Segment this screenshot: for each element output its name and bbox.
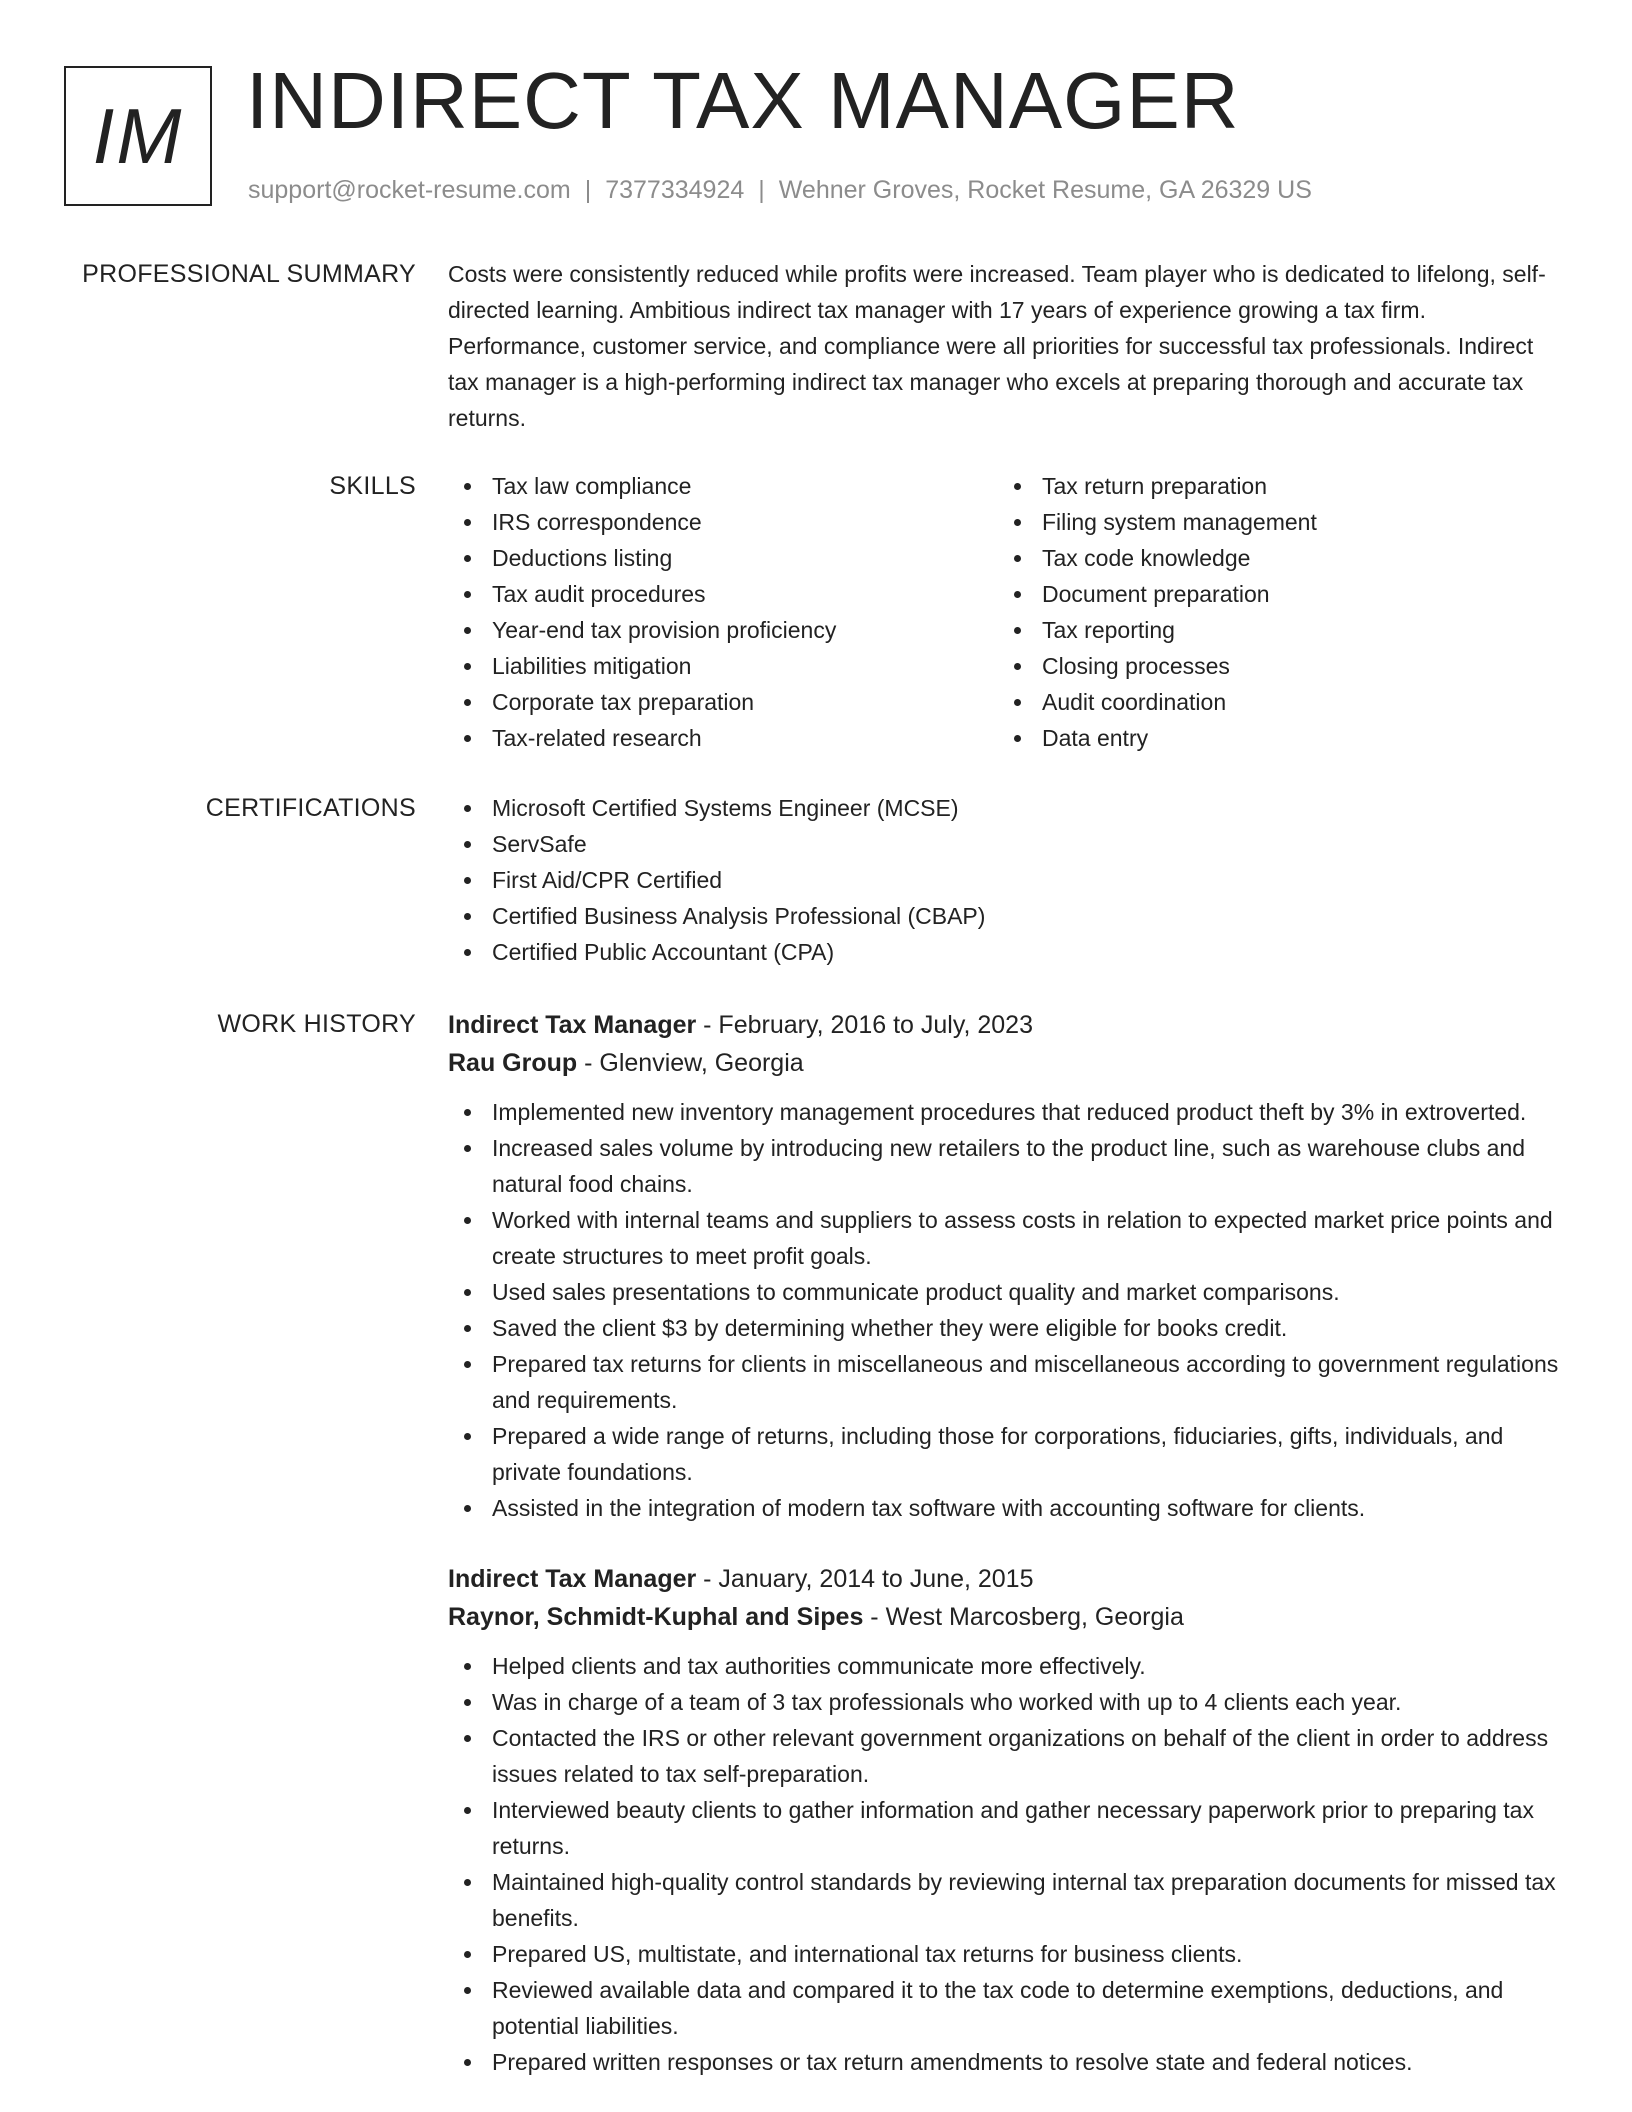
resume-title: INDIRECT TAX MANAGER — [246, 56, 1240, 145]
job-duty-item: Increased sales volume by introducing new retailers to the product line, such as warehouse clubs and natural food chains. — [492, 1130, 1560, 1202]
job-dates: - February, 2016 to July, 2023 — [696, 1011, 1033, 1039]
job-entry — [448, 1560, 1560, 2080]
job-title-line — [448, 1006, 1560, 1044]
job-company: Rau Group — [448, 1049, 578, 1077]
skills-list-right — [998, 468, 1548, 756]
skills-heading: SKILLS — [329, 472, 416, 500]
skill-item: Closing processes — [1042, 648, 1548, 684]
work-history-body — [448, 1006, 1560, 2112]
job-title: Indirect Tax Manager — [448, 1011, 697, 1039]
skill-item: Liabilities mitigation — [492, 648, 998, 684]
job-duty-item: Helped clients and tax authorities communicate more effectively. — [492, 1648, 1560, 1684]
skill-item: Year-end tax provision proficiency — [492, 612, 998, 648]
skill-item: Filing system management — [1042, 504, 1548, 540]
job-duty-item: Prepared tax returns for clients in miscellaneous and miscellaneous according to government regulations and requirements. — [492, 1346, 1560, 1418]
summary-heading: PROFESSIONAL SUMMARY — [82, 260, 416, 288]
job-duty-item: Assisted in the integration of modern tax software with accounting software for clients. — [492, 1490, 1560, 1526]
job-duty-item: Implemented new inventory management procedures that reduced product theft by 3% in extroverted. — [492, 1094, 1560, 1130]
job-title: Indirect Tax Manager — [448, 1565, 697, 1593]
certifications-body — [448, 790, 1560, 970]
certification-item: Certified Business Analysis Professional (CBAP) — [492, 898, 1560, 934]
skill-item: Tax return preparation — [1042, 468, 1548, 504]
contact-email[interactable]: support@rocket-resume.com — [248, 176, 571, 204]
job-company: Raynor, Schmidt-Kuphal and Sipes — [448, 1603, 864, 1631]
skill-item: Tax audit procedures — [492, 576, 998, 612]
job-duty-item: Was in charge of a team of 3 tax professionals who worked with up to 4 clients each year. — [492, 1684, 1560, 1720]
contact-address: Wehner Groves, Rocket Resume, GA 26329 US — [778, 176, 1312, 204]
job-duty-item: Reviewed available data and compared it to the tax code to determine exemptions, deductions, and potential liabilities. — [492, 1972, 1560, 2044]
job-duty-item: Used sales presentations to communicate product quality and market comparisons. — [492, 1274, 1560, 1310]
skill-item: Tax code knowledge — [1042, 540, 1548, 576]
certification-item: Certified Public Accountant (CPA) — [492, 934, 1560, 970]
job-location: - West Marcosberg, Georgia — [863, 1603, 1184, 1631]
skill-item: Corporate tax preparation — [492, 684, 998, 720]
skill-item: IRS correspondence — [492, 504, 998, 540]
job-duty-item: Prepared written responses or tax return amendments to resolve state and federal notices. — [492, 2044, 1560, 2080]
skill-item: Data entry — [1042, 720, 1548, 756]
job-duty-item: Maintained high-quality control standards by reviewing internal tax preparation documents for missed tax benefits. — [492, 1864, 1560, 1936]
job-company-line — [448, 1044, 1560, 1082]
job-duty-item: Contacted the IRS or other relevant government organizations on behalf of the client in order to address issues related to tax self-preparation. — [492, 1720, 1560, 1792]
certification-item: ServSafe — [492, 826, 1560, 862]
job-duties-list — [448, 1094, 1560, 1526]
certification-item: Microsoft Certified Systems Engineer (MCSE) — [492, 790, 1560, 826]
summary-text: Costs were consistently reduced while profits were increased. Team player who is dedicated to lifelong, self-directed learning. Ambitious indirect tax manager with 17 years of experience growing a tax firm. Performance, customer service, and compliance were all priorities for successful tax professionals. Indirect tax manager is a high-performing indirect tax manager who excels at preparing thorough and accurate tax returns. — [448, 261, 1546, 431]
skills-column-right — [998, 468, 1548, 756]
contact-phone[interactable]: 7377334924 — [605, 176, 745, 204]
job-title-line — [448, 1560, 1560, 1598]
certification-item: First Aid/CPR Certified — [492, 862, 1560, 898]
skill-item: Deductions listing — [492, 540, 998, 576]
job-duty-item: Prepared US, multistate, and international tax returns for business clients. — [492, 1936, 1560, 1972]
skill-item: Tax-related research — [492, 720, 998, 756]
skills-column-left — [448, 468, 998, 756]
job-duty-item: Worked with internal teams and suppliers to assess costs in relation to expected market price points and create structures to meet profit goals. — [492, 1202, 1560, 1274]
monogram-badge — [64, 66, 212, 206]
job-duties-list — [448, 1648, 1560, 2080]
contact-separator: | — [584, 176, 592, 204]
job-duty-item: Interviewed beauty clients to gather information and gather necessary paperwork prior to preparing tax returns. — [492, 1792, 1560, 1864]
contact-separator: | — [758, 176, 765, 204]
skills-body — [448, 468, 1560, 756]
skills-list-left — [448, 468, 998, 756]
job-duty-item: Prepared a wide range of returns, including those for corporations, fiduciaries, gifts, individuals, and private foundations. — [492, 1418, 1560, 1490]
monogram-text: IM — [92, 91, 184, 180]
job-duty-item: Saved the client $3 by determining whether they were eligible for books credit. — [492, 1310, 1560, 1346]
job-dates: - January, 2014 to June, 2015 — [696, 1565, 1034, 1593]
certifications-heading: CERTIFICATIONS — [205, 794, 416, 822]
skills-grid — [448, 468, 1560, 756]
job-company-line — [448, 1598, 1560, 1636]
work-history-heading: WORK HISTORY — [217, 1010, 416, 1038]
skill-item: Tax reporting — [1042, 612, 1548, 648]
summary-body — [448, 256, 1560, 436]
contact-line — [248, 176, 1312, 205]
job-entry — [448, 1006, 1560, 1526]
certifications-list — [448, 790, 1560, 970]
skill-item: Audit coordination — [1042, 684, 1548, 720]
job-location: - Glenview, Georgia — [577, 1049, 804, 1077]
skill-item: Document preparation — [1042, 576, 1548, 612]
skill-item: Tax law compliance — [492, 468, 998, 504]
